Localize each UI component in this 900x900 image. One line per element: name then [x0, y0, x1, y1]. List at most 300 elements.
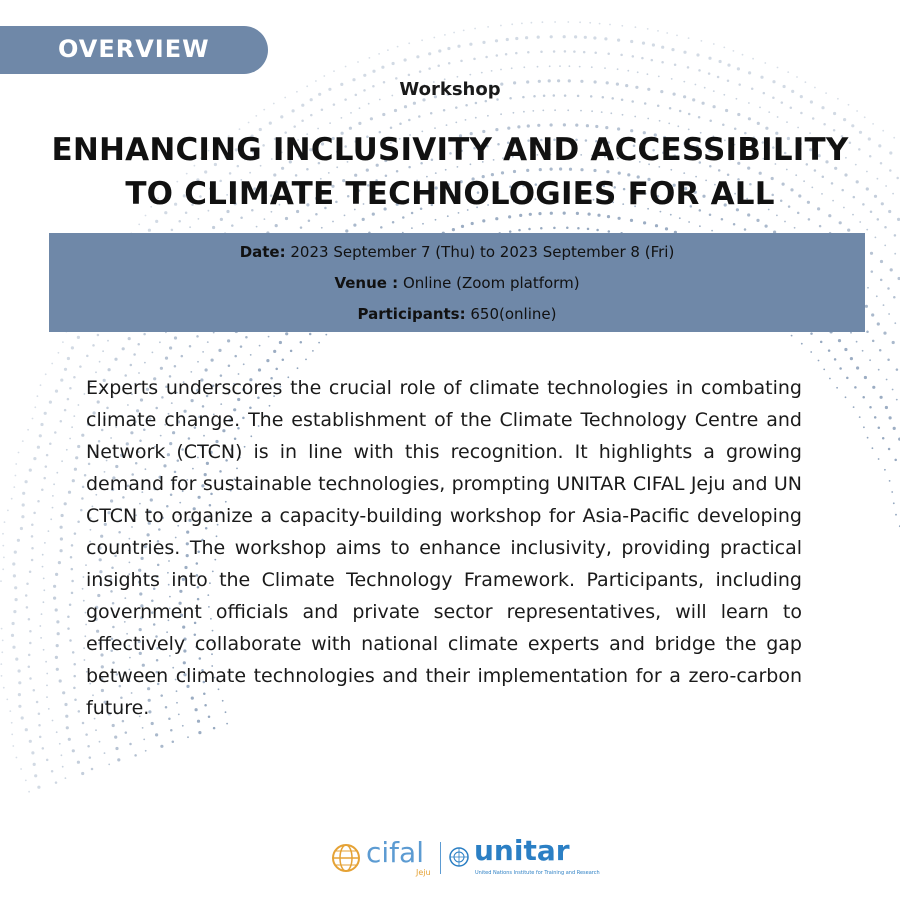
background-dot	[31, 523, 34, 526]
background-dot	[446, 124, 448, 126]
background-dot	[869, 359, 871, 361]
background-dot	[269, 122, 272, 125]
background-dot	[234, 355, 237, 358]
background-dot	[894, 322, 896, 324]
background-dot	[896, 177, 899, 180]
background-dot	[7, 510, 9, 512]
background-dot	[69, 438, 71, 440]
background-dot	[87, 745, 90, 748]
background-dot	[884, 245, 886, 247]
background-dot	[25, 780, 27, 782]
overview-tab	[0, 26, 268, 74]
background-dot	[881, 202, 884, 205]
background-dot	[71, 568, 74, 571]
background-dot	[631, 100, 634, 103]
background-dot	[621, 25, 623, 27]
background-dot	[62, 766, 64, 768]
background-dot	[455, 106, 458, 109]
background-dot	[759, 107, 761, 109]
background-dot	[55, 390, 58, 393]
background-dot	[657, 30, 659, 32]
background-dot	[465, 119, 467, 121]
background-dot	[800, 112, 803, 115]
background-dot	[292, 109, 295, 112]
description-paragraph: Experts underscores the crucial role of climate technologies in combating climate change. The establishment of the Climate Technology Centre and Network (CTCN) is in line with this recognition. It highlights a growing demand for sustainable technologies, prompting UNITAR CIFAL Jeju and UN CTCN to organize a capacity-building workshop for Asia-Pacific developing countries. The workshop aims to enhance inclusivity, providing practical insights into the Climate Technology Framework. Participants, including government officials and private sector representatives, will learn to effectively collaborate with national climate experts and bridge the gap between climate technologies and their implementation for a zero-carbon future.	[86, 377, 802, 719]
background-dot	[29, 677, 32, 680]
background-dot	[453, 32, 455, 34]
background-dot	[0, 663, 2, 665]
background-dot	[256, 226, 258, 228]
background-dot	[428, 67, 431, 70]
background-dot	[687, 66, 690, 69]
background-dot	[50, 518, 52, 520]
background-dot	[14, 551, 17, 554]
background-dot	[402, 216, 405, 219]
background-dot	[877, 178, 879, 180]
background-dot	[75, 456, 78, 459]
background-dot	[28, 665, 31, 668]
background-dot	[647, 118, 649, 120]
background-dot	[688, 113, 691, 116]
background-dot	[245, 336, 248, 339]
background-dot	[537, 66, 539, 68]
background-dot	[475, 117, 477, 119]
background-dot	[878, 144, 881, 147]
participants-row	[49, 305, 865, 323]
background-dot	[511, 67, 513, 69]
background-dot	[888, 448, 891, 451]
background-dot	[632, 55, 635, 58]
background-dot	[332, 221, 334, 223]
background-dot	[55, 608, 58, 611]
background-dot	[748, 71, 751, 74]
background-dot	[435, 219, 437, 221]
background-dot	[737, 113, 740, 116]
background-dot	[20, 527, 23, 530]
background-dot	[452, 228, 455, 231]
background-dot	[56, 668, 59, 671]
background-dot	[13, 486, 15, 488]
background-dot	[58, 561, 61, 564]
background-dot	[46, 696, 48, 698]
background-dot	[382, 113, 385, 116]
background-dot	[16, 757, 18, 759]
background-dot	[397, 46, 399, 48]
background-dot	[495, 217, 498, 220]
background-dot	[15, 658, 18, 661]
background-dot	[369, 57, 371, 59]
background-dot	[220, 218, 223, 221]
background-dot	[839, 221, 842, 224]
background-dot	[61, 514, 64, 517]
background-dot	[438, 49, 441, 52]
background-dot	[350, 112, 352, 114]
background-dot	[666, 32, 668, 34]
background-dot	[18, 669, 21, 672]
background-dot	[297, 367, 299, 369]
background-dot	[341, 117, 343, 119]
background-dot	[859, 221, 861, 223]
background-dot	[368, 103, 370, 105]
background-dot	[854, 386, 857, 389]
background-dot	[33, 689, 36, 692]
background-dot	[748, 102, 750, 104]
background-dot	[51, 363, 53, 365]
background-dot	[394, 109, 397, 112]
title-line-1: ENHANCING INCLUSIVITY AND ACCESSIBILITY	[51, 132, 849, 168]
background-dot	[719, 60, 722, 63]
background-dot	[46, 454, 49, 457]
background-dot	[102, 350, 104, 352]
background-dot	[471, 222, 474, 225]
background-dot	[17, 539, 20, 542]
background-dot	[643, 221, 646, 224]
background-dot	[443, 109, 446, 112]
background-dot	[713, 43, 715, 45]
background-dot	[74, 532, 77, 535]
background-dot	[878, 369, 880, 371]
background-dot	[130, 364, 133, 367]
background-dot	[170, 729, 173, 732]
background-dot	[765, 225, 768, 228]
background-dot	[518, 229, 521, 232]
background-dot	[893, 502, 895, 504]
background-dot	[301, 104, 304, 107]
background-dot	[604, 37, 607, 40]
background-dot	[893, 427, 896, 430]
venue-row	[49, 274, 865, 292]
background-dot	[882, 130, 884, 132]
background-dot	[658, 76, 660, 78]
background-dot	[542, 110, 544, 112]
background-dot	[125, 731, 128, 734]
background-dot	[108, 368, 111, 371]
background-dot	[144, 362, 146, 364]
background-dot	[487, 115, 489, 117]
background-dot	[411, 227, 413, 229]
background-dot	[674, 63, 677, 66]
background-dot	[893, 296, 896, 299]
jeju-logo-text: Jeju	[416, 868, 431, 877]
background-dot	[469, 74, 471, 76]
background-dot	[566, 227, 569, 230]
background-dot	[856, 366, 859, 369]
background-dot	[91, 768, 94, 771]
background-dot	[567, 109, 569, 111]
background-dot	[3, 687, 5, 689]
background-dot	[752, 58, 754, 60]
background-dot	[45, 373, 47, 375]
background-dot	[108, 764, 110, 766]
background-dot	[862, 350, 864, 352]
background-dot	[41, 613, 43, 615]
overview-tab-label: OVERVIEW	[58, 35, 210, 63]
background-dot	[29, 740, 32, 743]
background-dot	[363, 74, 366, 77]
background-dot	[422, 223, 424, 225]
background-dot	[641, 57, 644, 60]
background-dot	[273, 103, 275, 105]
background-dot	[99, 741, 101, 743]
background-dot	[275, 368, 278, 371]
background-dot	[107, 340, 109, 342]
background-dot	[515, 37, 518, 40]
background-dot	[647, 28, 649, 30]
background-dot	[647, 73, 649, 75]
background-dot	[737, 67, 740, 70]
background-dot	[668, 123, 670, 125]
background-dot	[893, 137, 895, 139]
background-dot	[607, 52, 610, 55]
background-dot	[38, 724, 41, 727]
background-dot	[564, 50, 567, 53]
background-dot	[43, 601, 45, 603]
background-dot	[40, 423, 43, 426]
background-dot	[55, 656, 58, 659]
background-dot	[57, 632, 60, 635]
background-dot	[202, 351, 204, 353]
background-dot	[36, 701, 39, 704]
background-dot	[474, 28, 476, 30]
background-dot	[133, 353, 136, 356]
background-dot	[768, 111, 770, 113]
background-dot	[77, 445, 80, 448]
background-dot	[160, 367, 163, 370]
background-dot	[62, 341, 64, 343]
background-dot	[65, 715, 68, 718]
background-dot	[847, 229, 850, 232]
background-dot	[864, 376, 867, 379]
background-dot	[12, 562, 15, 565]
background-dot	[83, 647, 85, 649]
background-dot	[506, 38, 509, 41]
background-dot	[659, 120, 661, 122]
background-dot	[52, 507, 54, 509]
background-dot	[669, 107, 672, 110]
background-dot	[69, 604, 72, 607]
background-dot	[227, 339, 230, 342]
background-dot	[74, 698, 77, 701]
background-dot	[95, 729, 97, 731]
background-dot	[457, 76, 459, 78]
background-dot	[52, 720, 54, 722]
background-dot	[25, 480, 28, 483]
background-dot	[71, 426, 73, 428]
background-dot	[67, 357, 70, 360]
background-dot	[38, 712, 41, 715]
background-dot	[563, 35, 566, 38]
background-dot	[537, 124, 540, 127]
background-dot	[430, 112, 433, 115]
background-dot	[207, 341, 209, 343]
background-dot	[421, 39, 423, 41]
background-dot	[404, 58, 407, 61]
background-dot	[18, 681, 21, 684]
background-dot	[495, 39, 498, 42]
background-dot	[540, 51, 543, 54]
background-dot	[500, 25, 502, 27]
unitar-subtitle: United Nations Institute for Training and Research	[475, 870, 600, 876]
background-dot	[883, 332, 886, 335]
background-dot	[28, 654, 31, 657]
background-dot	[699, 225, 701, 227]
background-dot	[73, 376, 76, 379]
background-dot	[878, 458, 880, 460]
background-dot	[850, 332, 852, 334]
background-dot	[892, 341, 895, 344]
background-dot	[455, 122, 457, 124]
background-dot	[573, 50, 576, 53]
background-dot	[843, 118, 846, 121]
background-dot	[584, 36, 587, 39]
background-dot	[882, 437, 885, 440]
background-dot	[532, 110, 534, 112]
date-row	[49, 243, 865, 261]
background-dot	[708, 72, 711, 75]
cifal-globe-icon	[330, 842, 362, 874]
background-dot	[71, 580, 74, 583]
background-dot	[748, 117, 751, 120]
background-dot	[872, 123, 874, 125]
background-dot	[742, 54, 744, 56]
background-dot	[579, 21, 581, 23]
background-dot	[198, 731, 201, 734]
background-dot	[300, 226, 303, 229]
date-value: 2023 September 7 (Thu) to 2023 September 8 (Fri)	[285, 243, 675, 261]
background-dot	[448, 62, 451, 64]
background-dot	[856, 341, 858, 343]
background-dot	[744, 228, 747, 231]
background-dot	[218, 349, 221, 352]
background-dot	[554, 21, 556, 23]
background-dot	[92, 344, 95, 347]
title-line-2: TO CLIMATE TECHNOLOGIES FOR ALL	[125, 176, 775, 212]
background-dot	[727, 64, 730, 67]
background-dot	[575, 124, 578, 127]
background-dot	[31, 751, 34, 754]
background-dot	[33, 763, 36, 766]
background-dot	[128, 337, 131, 340]
background-dot	[523, 111, 525, 113]
background-dot	[870, 252, 873, 255]
background-dot	[78, 404, 80, 406]
background-dot	[721, 218, 724, 221]
background-dot	[2, 568, 4, 570]
background-dot	[651, 59, 654, 62]
background-dot	[34, 774, 37, 777]
background-dot	[878, 427, 881, 430]
background-dot	[756, 219, 759, 222]
background-dot	[122, 347, 125, 350]
background-dot	[49, 401, 52, 404]
background-dot	[31, 547, 34, 550]
background-dot	[34, 406, 36, 408]
background-dot	[2, 545, 4, 547]
background-dot	[62, 691, 65, 694]
background-dot	[879, 349, 882, 352]
background-dot	[240, 217, 243, 220]
background-dot	[138, 224, 140, 226]
background-dot	[248, 122, 250, 124]
background-dot	[89, 756, 92, 759]
footer-logos	[330, 834, 600, 880]
background-dot	[26, 582, 29, 585]
background-dot	[870, 211, 873, 214]
background-dot	[372, 70, 375, 73]
background-dot	[82, 722, 85, 725]
background-dot	[174, 365, 177, 368]
background-dot	[839, 367, 842, 370]
background-dot	[896, 368, 899, 371]
background-dot	[671, 48, 674, 51]
background-dot	[787, 71, 789, 73]
background-dot	[587, 228, 590, 231]
background-dot	[408, 42, 410, 44]
background-dot	[866, 331, 869, 334]
background-dot	[312, 350, 314, 352]
background-dot	[630, 219, 633, 222]
background-dot	[500, 113, 502, 115]
event-info-box	[49, 233, 865, 332]
background-dot	[559, 65, 561, 67]
background-dot	[851, 124, 854, 127]
background-dot	[419, 70, 422, 73]
background-dot	[21, 515, 24, 518]
background-dot	[867, 437, 869, 439]
background-dot	[810, 351, 812, 353]
background-dot	[823, 123, 826, 126]
background-dot	[72, 479, 75, 482]
background-dot	[11, 734, 13, 736]
background-dot	[657, 104, 660, 107]
background-dot	[18, 693, 21, 696]
background-dot	[51, 770, 54, 773]
background-dot	[880, 279, 883, 282]
background-dot	[709, 120, 712, 123]
background-dot	[617, 39, 620, 42]
background-dot	[880, 162, 883, 165]
background-dot	[896, 399, 898, 401]
background-dot	[37, 395, 39, 397]
background-dot	[77, 521, 80, 524]
background-dot	[114, 736, 117, 739]
venue-value: Online (Zoom platform)	[398, 274, 580, 292]
background-dot	[282, 359, 285, 362]
background-dot	[71, 346, 74, 349]
background-dot	[869, 406, 872, 409]
background-dot	[74, 468, 77, 471]
background-dot	[268, 336, 270, 338]
background-dot	[58, 352, 60, 354]
background-dot	[784, 221, 786, 223]
background-dot	[874, 416, 877, 419]
background-dot	[48, 530, 50, 532]
background-dot	[701, 40, 703, 42]
background-dot	[574, 35, 577, 38]
background-dot	[620, 54, 623, 57]
background-dot	[37, 446, 40, 449]
background-dot	[871, 313, 874, 316]
background-dot	[29, 630, 32, 633]
background-dot	[447, 47, 450, 50]
background-dot	[485, 100, 488, 103]
background-dot	[33, 457, 36, 460]
background-dot	[61, 754, 63, 756]
background-dot	[11, 634, 14, 637]
background-dot	[500, 69, 502, 71]
background-dot	[66, 449, 68, 451]
background-dot	[757, 122, 760, 125]
